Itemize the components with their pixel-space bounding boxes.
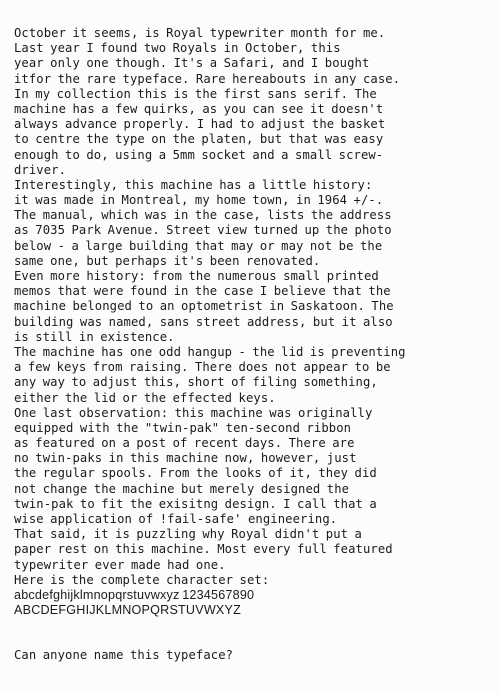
- text-line: In my collection this is the first sans serif. The: [14, 86, 377, 101]
- text-line: either the lid or the effected keys.: [14, 390, 276, 405]
- text-line: any way to adjust this, short of filing something,: [14, 375, 378, 390]
- text-line: always advance properly. I had to adjust the basket: [14, 117, 386, 132]
- text-line: That said, it is puzzling why Royal didn't put a: [14, 527, 362, 542]
- text-line: below - a large building that may or may not be the: [14, 238, 383, 253]
- text-line: is still in existence.: [14, 329, 175, 344]
- text-line: Even more history: from the numerous small printed: [14, 269, 379, 283]
- text-line: driver.: [14, 162, 67, 177]
- text-line: paper rest on this machine. Most every full featured: [14, 542, 393, 557]
- text-line: wise application of !fail-safe' engineering.: [14, 512, 338, 526]
- charset-uppercase: ABCDEFGHIJKLMNOPQRSTUVWXYZ: [14, 603, 242, 618]
- text-line: not change the machine but merely designed the: [14, 481, 350, 496]
- text-line: The manual, which was in the case, lists the address: [14, 208, 392, 223]
- text-line: as 7035 Park Avenue. Street view turned up the photo: [14, 223, 392, 238]
- text-line: twin-pak to fit the exisitng design. I call that a: [14, 496, 377, 511]
- typescript-body: [14, 26, 494, 664]
- text-line: One last observation: this machine was originally: [14, 405, 373, 420]
- text-line: year only one though. It's a Safari, and I bought: [14, 56, 370, 71]
- text-line: memos that were found in the case I believe that the: [14, 284, 391, 299]
- text-line: no twin-paks in this machine now, however, just: [14, 451, 357, 466]
- text-line: machine has a few quirks, as you can see it doesn't: [14, 101, 384, 116]
- closing-question: Can anyone name this typeface?: [14, 648, 234, 663]
- blank-gap: [14, 618, 494, 648]
- text-line: machine belonged to an optometrist in Saskatoon. The: [14, 299, 394, 314]
- text-line: the regular spools. From the looks of it, they did: [14, 466, 377, 481]
- text-line: typewriter ever made had one.: [14, 557, 226, 572]
- text-line: equipped with the "twin-pak" ten-second ribbon: [14, 420, 352, 435]
- text-line: it was made in Montreal, my home town, in 1964 +/-.: [14, 193, 384, 208]
- text-line: Here is the complete character set:: [14, 572, 270, 587]
- text-line: as featured on a post of recent days. There are: [14, 436, 355, 451]
- text-line: itfor the rare typeface. Rare hereabouts in any case.: [14, 71, 401, 86]
- charset-lowercase-digits: abcdefghijklmnopqrstuvwxyz 1234567890: [14, 587, 255, 602]
- text-line: Interestingly, this machine has a little history:: [14, 177, 373, 192]
- text-line: same one, but perhaps it's been renovated.: [14, 253, 321, 268]
- text-line: to centre the type on the platen, but that was easy: [14, 132, 384, 147]
- text-line: a few keys from raising. There does not appear to be: [14, 360, 391, 375]
- text-line: building was named, sans street address, but it also: [14, 314, 393, 329]
- text-line: October it seems, is Royal typewriter month for me.: [14, 26, 386, 40]
- text-line: enough to do, using a 5mm socket and a small screw-: [14, 147, 384, 162]
- text-line: Last year I found two Royals in October, this: [14, 41, 341, 56]
- text-line: The machine has one odd hangup - the lid is preventing: [14, 344, 406, 359]
